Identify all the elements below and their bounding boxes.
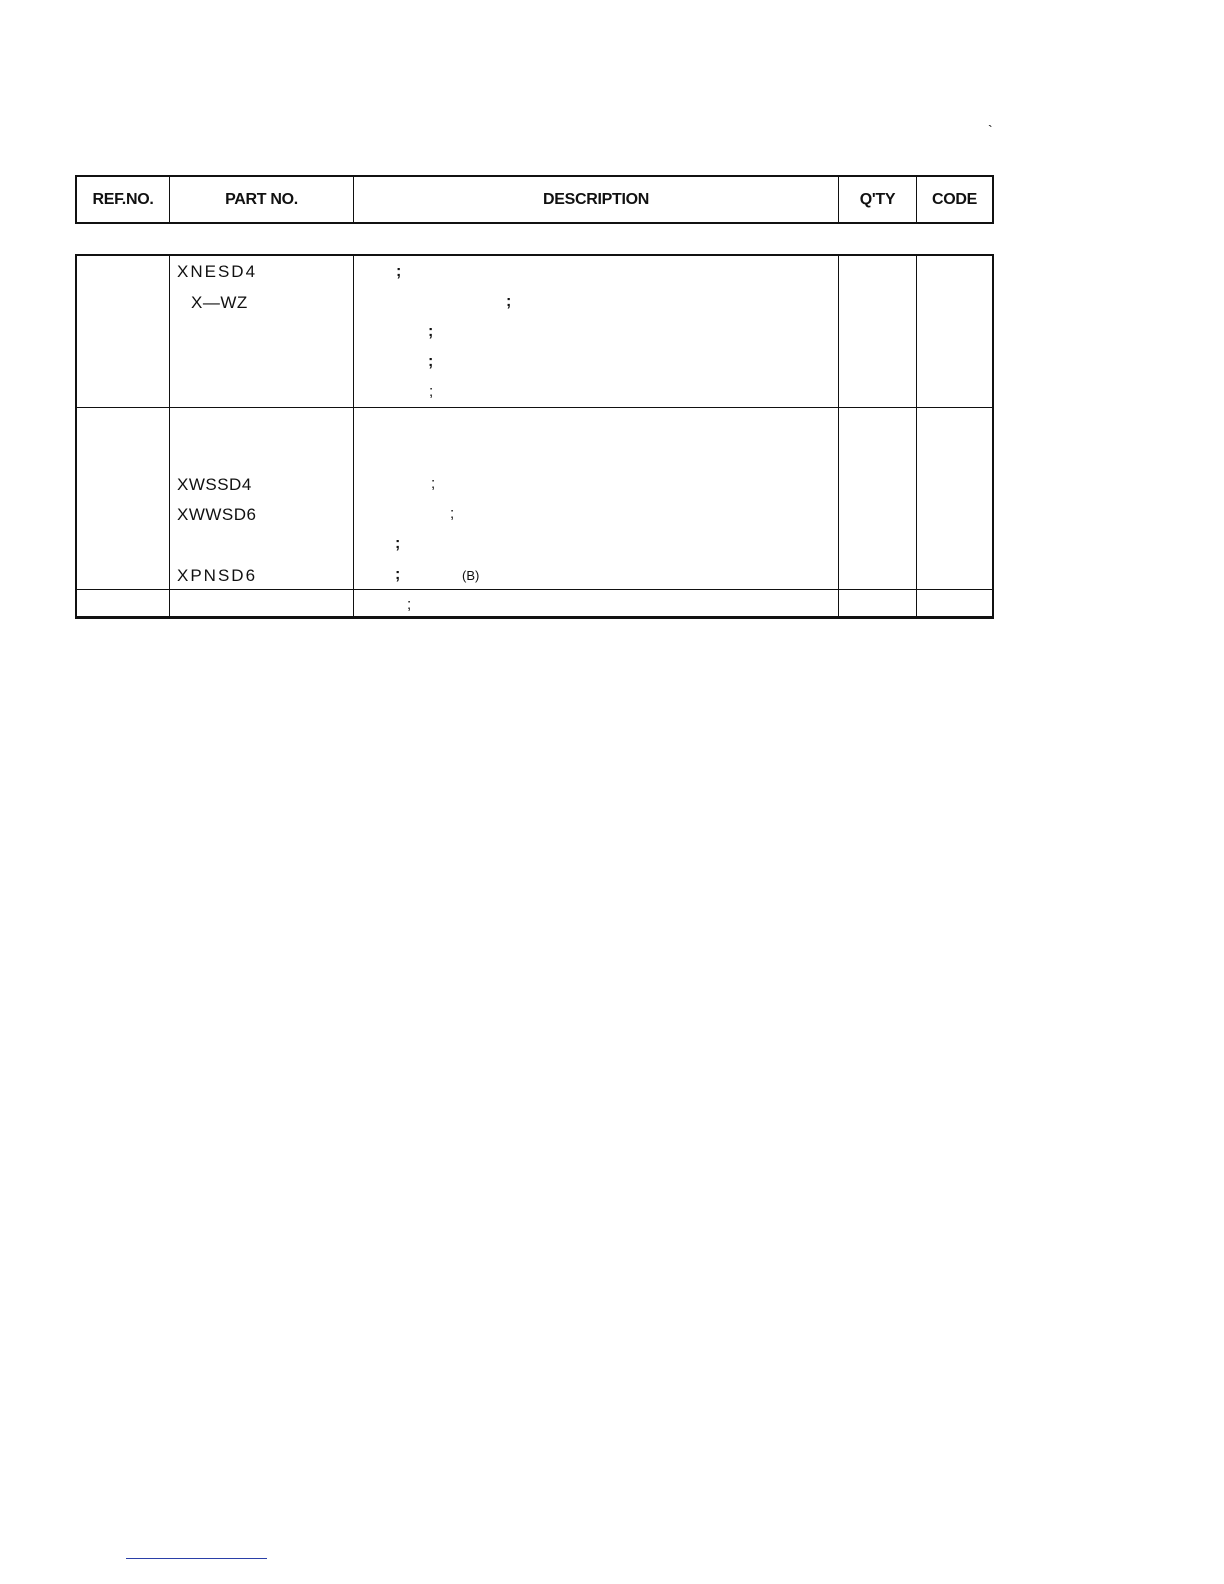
footer-rule — [126, 1558, 267, 1559]
column-divider — [353, 256, 354, 616]
description-mark: ; — [431, 475, 436, 492]
part-number: XWWSD6 — [177, 505, 257, 524]
bracket-mark: (B) — [462, 568, 480, 583]
row-divider — [77, 407, 992, 408]
column-divider — [916, 256, 917, 616]
column-divider — [169, 256, 170, 616]
description-mark: ; — [395, 566, 401, 583]
part-number: XWSSD4 — [177, 475, 252, 494]
table-header — [75, 175, 994, 224]
description-mark: ; — [428, 353, 434, 370]
parts-table — [75, 254, 994, 619]
header-description: DESCRIPTION — [354, 177, 839, 222]
description-mark: ; — [396, 263, 402, 280]
description-mark: ; — [428, 323, 434, 340]
part-number: XNESD4 — [177, 262, 258, 281]
header-part-no: PART NO. — [170, 177, 354, 222]
part-number: X—WZ — [191, 293, 248, 312]
description-mark: ; — [506, 293, 512, 310]
description-mark: ; — [407, 596, 412, 613]
column-divider — [838, 256, 839, 616]
corner-mark: ` — [988, 122, 993, 138]
header-ref-no: REF.NO. — [77, 177, 170, 222]
description-mark: ; — [450, 505, 455, 522]
part-number: XPNSD6 — [177, 566, 258, 585]
description-mark: ; — [429, 383, 434, 400]
row-divider — [77, 589, 992, 590]
description-mark: ; — [395, 535, 401, 552]
header-qty: Q'TY — [839, 177, 917, 222]
header-code: CODE — [931, 190, 978, 208]
